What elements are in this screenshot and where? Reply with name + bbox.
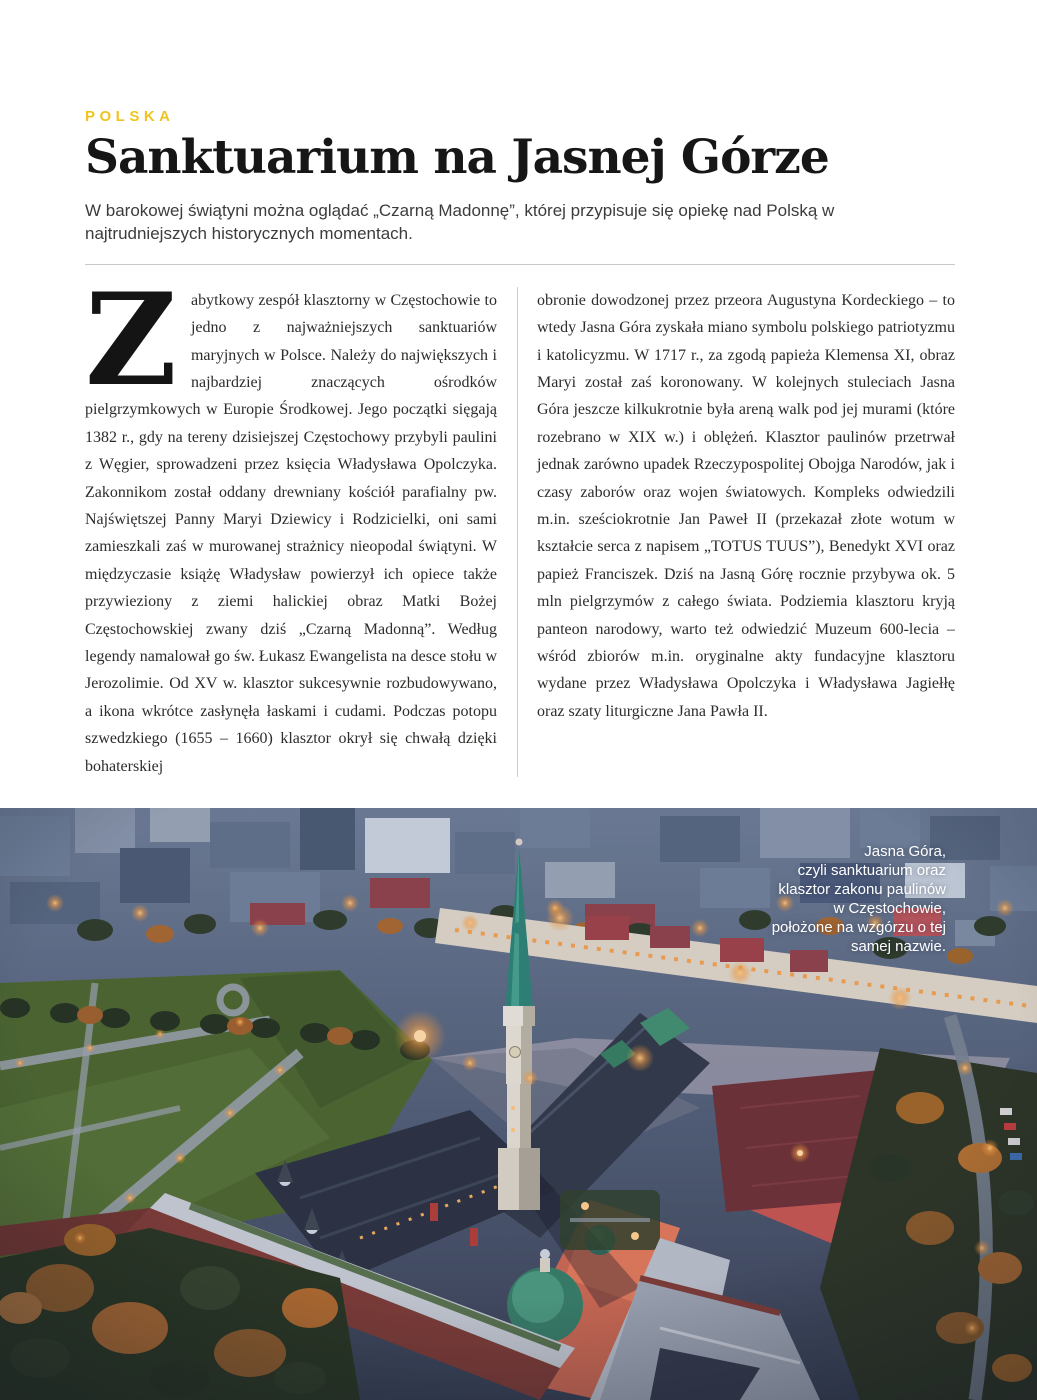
- column1-text: abytkowy zespół klasztorny w Częstochowie to jedno z najważniejszych sanktuariów maryjnych w Polsce. Należy do największych i najbardziej znaczących ośrodków pielgrzymkowych w Europie Środkowej. Jego początki sięgają 1382 r., gdy na tereny dzisiejszej Częstochowy przybyli paulini z Węgier, sprowadzeni przez księcia Władysława Opolczyka. Zakonnikom został oddany drewniany kościół parafialny pw. Najświętszej Panny Maryi Dziewicy i Rodzicielki, oni sami zamieszkali zaś w murowanej strażnicy nieopodal świątyni. W międzyczasie książę Władysław powierzył ich opiece także przywieziony z ziemi halickiej obraz Matki Bożej Częstochowskiej zwany dziś „Czarną Madonną”. Według legendy namalował go św. Łukasz Ewangelista na desce stołu w Jerozolimie. Od XV w. klasztor sukcesywnie rozbudowywano, a ikona wkrótce zasłynęła łaskami i cudami. Podczas potopu szwedzkiego (1655 – 1660) klasztor okrył się chwałą dzięki bohaterskiej: [85, 291, 497, 775]
- caption-line-4: w Częstochowie,: [833, 900, 946, 917]
- kicker-polska: POLSKA: [85, 108, 175, 125]
- lede-paragraph: W barokowej świątyni można oglądać „Czarną Madonnę”, której przypisuje się opiekę nad Polską w najtrudniejszych historycznych momentach.: [85, 200, 835, 243]
- article-column-1: [85, 287, 497, 777]
- article-body: [85, 287, 955, 777]
- article-column-2: obronie dowodzonej przez przeora Augustyna Kordeckiego – to wtedy Jasna Góra zyskała miano symbolu polskiego patriotyzmu i katolicyzmu. W 1717 r., za zgodą papieża Klemensa XI, obraz Maryi został zaś koronowany. W kolejnych stuleciach Jasna Góra jeszcze kilkukrotnie była areną walk pod jej murami (które rozebrano w XIX w.) i oblężeń. Klasztor paulinów przetrwał jednak zarówno upadek Rzeczypospolitej Obojga Narodów, jak i czasy zaborów oraz wojen światowych. Kompleks odwiedzili m.in. sześciokrotnie Jan Paweł II (przekazał złote wotum w kształcie serca z napisem „TOTUS TUUS”), Benedykt XVI oraz papież Franciszek. Dziś na Jasną Górę rocznie przybywa ok. 5 mln pielgrzymów z całego świata. Podziemia klasztoru kryją panteon narodowy, warto też odwiedzić Muzeum 600-lecia – wśród zbiorów m.in. oryginalne akty fundacyjne klasztoru wydane przez Władysława Opolczyka i Władysława Jagiełłę oraz szaty liturgiczne Jana Pawła II.: [537, 291, 955, 720]
- caption-line-1: Jasna Góra,: [864, 843, 946, 860]
- caption-line-3: klasztor zakonu paulinów: [778, 881, 946, 898]
- article-header: [0, 108, 1037, 777]
- drop-cap: Z: [85, 286, 177, 414]
- divider-rule: [85, 264, 955, 265]
- column-divider: [517, 287, 518, 777]
- caption-line-6: samej nazwie.: [850, 938, 946, 955]
- caption-line-5: położone na wzgórzu o tej: [771, 919, 946, 936]
- aerial-photo-jasna-gora: [0, 808, 1037, 1400]
- caption-line-2: czyli sanktuarium oraz: [797, 862, 946, 879]
- page-title: Sanktuarium na Jasnej Górze: [85, 130, 829, 185]
- photo-caption: [666, 842, 946, 956]
